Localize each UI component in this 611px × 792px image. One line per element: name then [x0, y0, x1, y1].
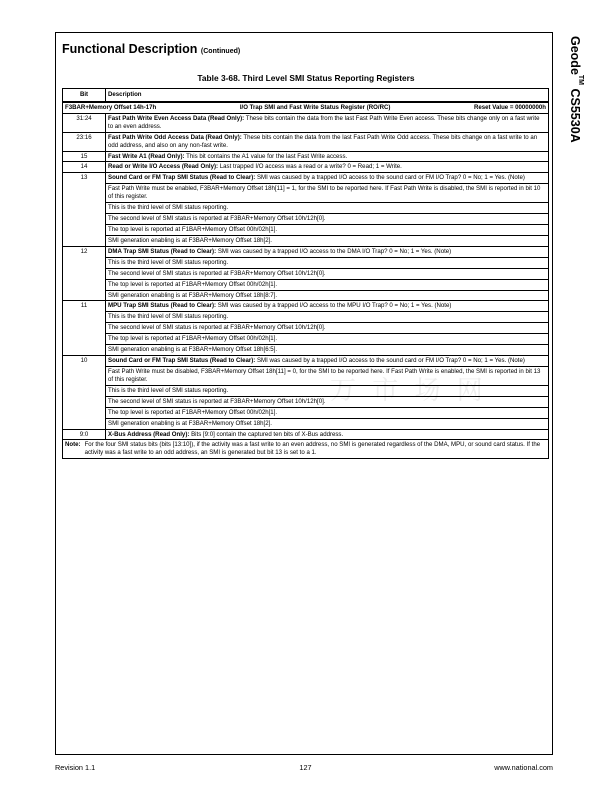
- description-cell: [106, 151, 549, 162]
- table-row: [63, 132, 549, 151]
- description-line: This is the third level of SMI status reporting.: [106, 311, 548, 321]
- footer-revision: Revision 1.1: [55, 763, 96, 772]
- footer-page-number: 127: [299, 763, 312, 772]
- table-row: [63, 429, 549, 440]
- field-title: DMA Trap SMI Status (Read to Clear):: [108, 247, 217, 255]
- description-line: Fast Path Write must be enabled, F3BAR+Memory Offset 18h[11] = 1, for the SMI to be reported here. If Fast Path Write is disabled, the SMI is reported in bit 10 of this register.: [106, 183, 548, 201]
- side-product-title: Geode™ CS5530A: [567, 36, 584, 143]
- description-line: The top level is reported at F1BAR+Memory Offset 00h/02h[1].: [106, 224, 548, 234]
- description-line: This is the third level of SMI status reporting.: [106, 257, 548, 267]
- field-text: These bits contain the data from the last Fast Path Write Odd access. These bits change on a fast write to an odd address, and also on any non-fast write.: [108, 133, 538, 149]
- table-header-row: [63, 89, 549, 102]
- field-text: These bits contain the data from the last Fast Path Write Even access. These bits change only on a fast write to an even address.: [108, 114, 540, 130]
- bit-cell: 11: [63, 301, 106, 356]
- description-main: [108, 302, 546, 310]
- field-text: Bits [9:0] contain the captured ten bits of X-Bus address.: [189, 430, 344, 438]
- table-row: [63, 246, 549, 301]
- description-line: The top level is reported at F1BAR+Memory Offset 00h/02h[1].: [106, 407, 548, 417]
- description-cell: [106, 132, 549, 151]
- field-title: Sound Card or FM Trap SMI Status (Read to Clear):: [108, 357, 256, 365]
- description-cell: [106, 356, 549, 429]
- description-line: The top level is reported at F1BAR+Memory Offset 00h/02h[1].: [106, 279, 548, 289]
- field-title: Fast Path Write Odd Access Data (Read Only):: [108, 133, 242, 141]
- footer-url: www.national.com: [494, 763, 553, 772]
- description-line: SMI generation enabling is at F3BAR+Memory Offset 18h[2].: [106, 418, 548, 428]
- description-line: The second level of SMI status is reported at F3BAR+Memory Offset 10h/12h[0].: [106, 213, 548, 223]
- description-main: [108, 163, 546, 171]
- description-cell: [106, 173, 549, 246]
- bit-cell: 31:24: [63, 113, 106, 132]
- register-row: [63, 102, 549, 113]
- description-line: The top level is reported at F1BAR+Memory Offset 00h/02h[1].: [106, 333, 548, 343]
- description-main: [108, 153, 546, 161]
- column-header-bit: Bit: [63, 89, 106, 102]
- field-text: SMI was caused by a trapped I/O access to the MPU I/O Trap? 0 = No; 1 = Yes. (Note): [216, 302, 452, 310]
- watermark: 万 市 场 网: [330, 376, 487, 406]
- note-label: Note:: [65, 441, 81, 449]
- description-main: [108, 134, 546, 150]
- description-main: [108, 174, 546, 182]
- table-row: [63, 173, 549, 246]
- description-main: [108, 248, 546, 256]
- field-title: Fast Write A1 (Read Only):: [108, 152, 185, 160]
- field-title: Fast Path Write Even Access Data (Read Only):: [108, 114, 245, 122]
- note-row: [63, 440, 549, 459]
- section-heading: [62, 42, 240, 56]
- table-row: [63, 151, 549, 162]
- description-line: SMI generation enabling is at F3BAR+Memory Offset 18h[2].: [106, 235, 548, 245]
- description-line: This is the third level of SMI status reporting.: [106, 202, 548, 212]
- description-main: [108, 431, 546, 439]
- register-name: I/O Trap SMI and Fast Write Status Register (RO/RC): [239, 103, 391, 111]
- bit-cell: 23:16: [63, 132, 106, 151]
- register-table: [62, 88, 549, 459]
- field-title: MPU Trap SMI Status (Read to Clear):: [108, 302, 217, 310]
- description-cell: [106, 429, 549, 440]
- table-row: [63, 356, 549, 429]
- continued-label: (Continued): [200, 48, 241, 55]
- description-cell: [106, 301, 549, 356]
- table-row: [63, 301, 549, 356]
- description-cell: [106, 162, 549, 173]
- description-line: This is the third level of SMI status reporting.: [106, 385, 548, 395]
- description-cell: [106, 113, 549, 132]
- field-text: SMI was caused by a trapped I/O access to the sound card or FM I/O Trap? 0 = No; 1 = Yes. (Note): [255, 357, 525, 365]
- description-main: [108, 115, 546, 131]
- description-line: SMI generation enabling is at F3BAR+Memory Offset 18h[6:5].: [106, 344, 548, 354]
- description-line: The second level of SMI status is reported at F3BAR+Memory Offset 10h/12h[0].: [106, 396, 548, 406]
- bit-cell: 14: [63, 162, 106, 173]
- field-title: X-Bus Address (Read Only):: [108, 430, 190, 438]
- description-main: [108, 357, 546, 365]
- field-text: SMI was caused by a trapped I/O access to the DMA I/O Trap? 0 = No; 1 = Yes. (Note): [216, 247, 452, 255]
- field-title: Read or Write I/O Access (Read Only):: [108, 163, 219, 171]
- table-row: [63, 113, 549, 132]
- table-title: Table 3-68. Third Level SMI Status Reporting Registers: [197, 73, 415, 83]
- register-reset-value: Reset Value = 00000000h: [473, 103, 546, 111]
- bit-cell: 15: [63, 151, 106, 162]
- bit-cell: 12: [63, 246, 106, 301]
- section-title: Functional Description: [62, 42, 198, 56]
- description-line: The second level of SMI status is reported at F3BAR+Memory Offset 10h/12h[0].: [106, 268, 548, 278]
- field-text: This bit contains the A1 value for the last Fast Write access.: [184, 152, 348, 160]
- bit-cell: 13: [63, 173, 106, 246]
- field-text: SMI was caused by a trapped I/O access to the sound card or FM I/O Trap? 0 = No; 1 = Yes. (Note): [255, 174, 525, 182]
- field-text: Last trapped I/O access was a read or a write? 0 = Read; 1 = Write.: [218, 163, 402, 171]
- bit-cell: 9:0: [63, 429, 106, 440]
- column-header-description: Description: [106, 89, 549, 102]
- description-line: Fast Path Write must be disabled, F3BAR+Memory Offset 18h[11] = 0, for the SMI to be reported here. If Fast Path Write is enabled, the SMI is reported in bit 13 of this register.: [106, 366, 548, 384]
- description-line: The second level of SMI status is reported at F3BAR+Memory Offset 10h/12h[0].: [106, 322, 548, 332]
- field-title: Sound Card or FM Trap SMI Status (Read to Clear):: [108, 174, 256, 182]
- register-offset: F3BAR+Memory Offset 14h-17h: [65, 103, 157, 111]
- bit-cell: 10: [63, 356, 106, 429]
- description-line: SMI generation enabling is at F3BAR+Memory Offset 18h[8:7].: [106, 290, 548, 300]
- description-cell: [106, 246, 549, 301]
- table-row: [63, 162, 549, 173]
- note-text: For the four SMI status bits (bits [13:10]), if the activity was a fast write to an even address, no SMI is generated regardless of the DMA, MPU, or sound card status. If the activity was a fast write to an odd address, an SMI is generated but bit 13 is set to a 1.: [84, 441, 541, 457]
